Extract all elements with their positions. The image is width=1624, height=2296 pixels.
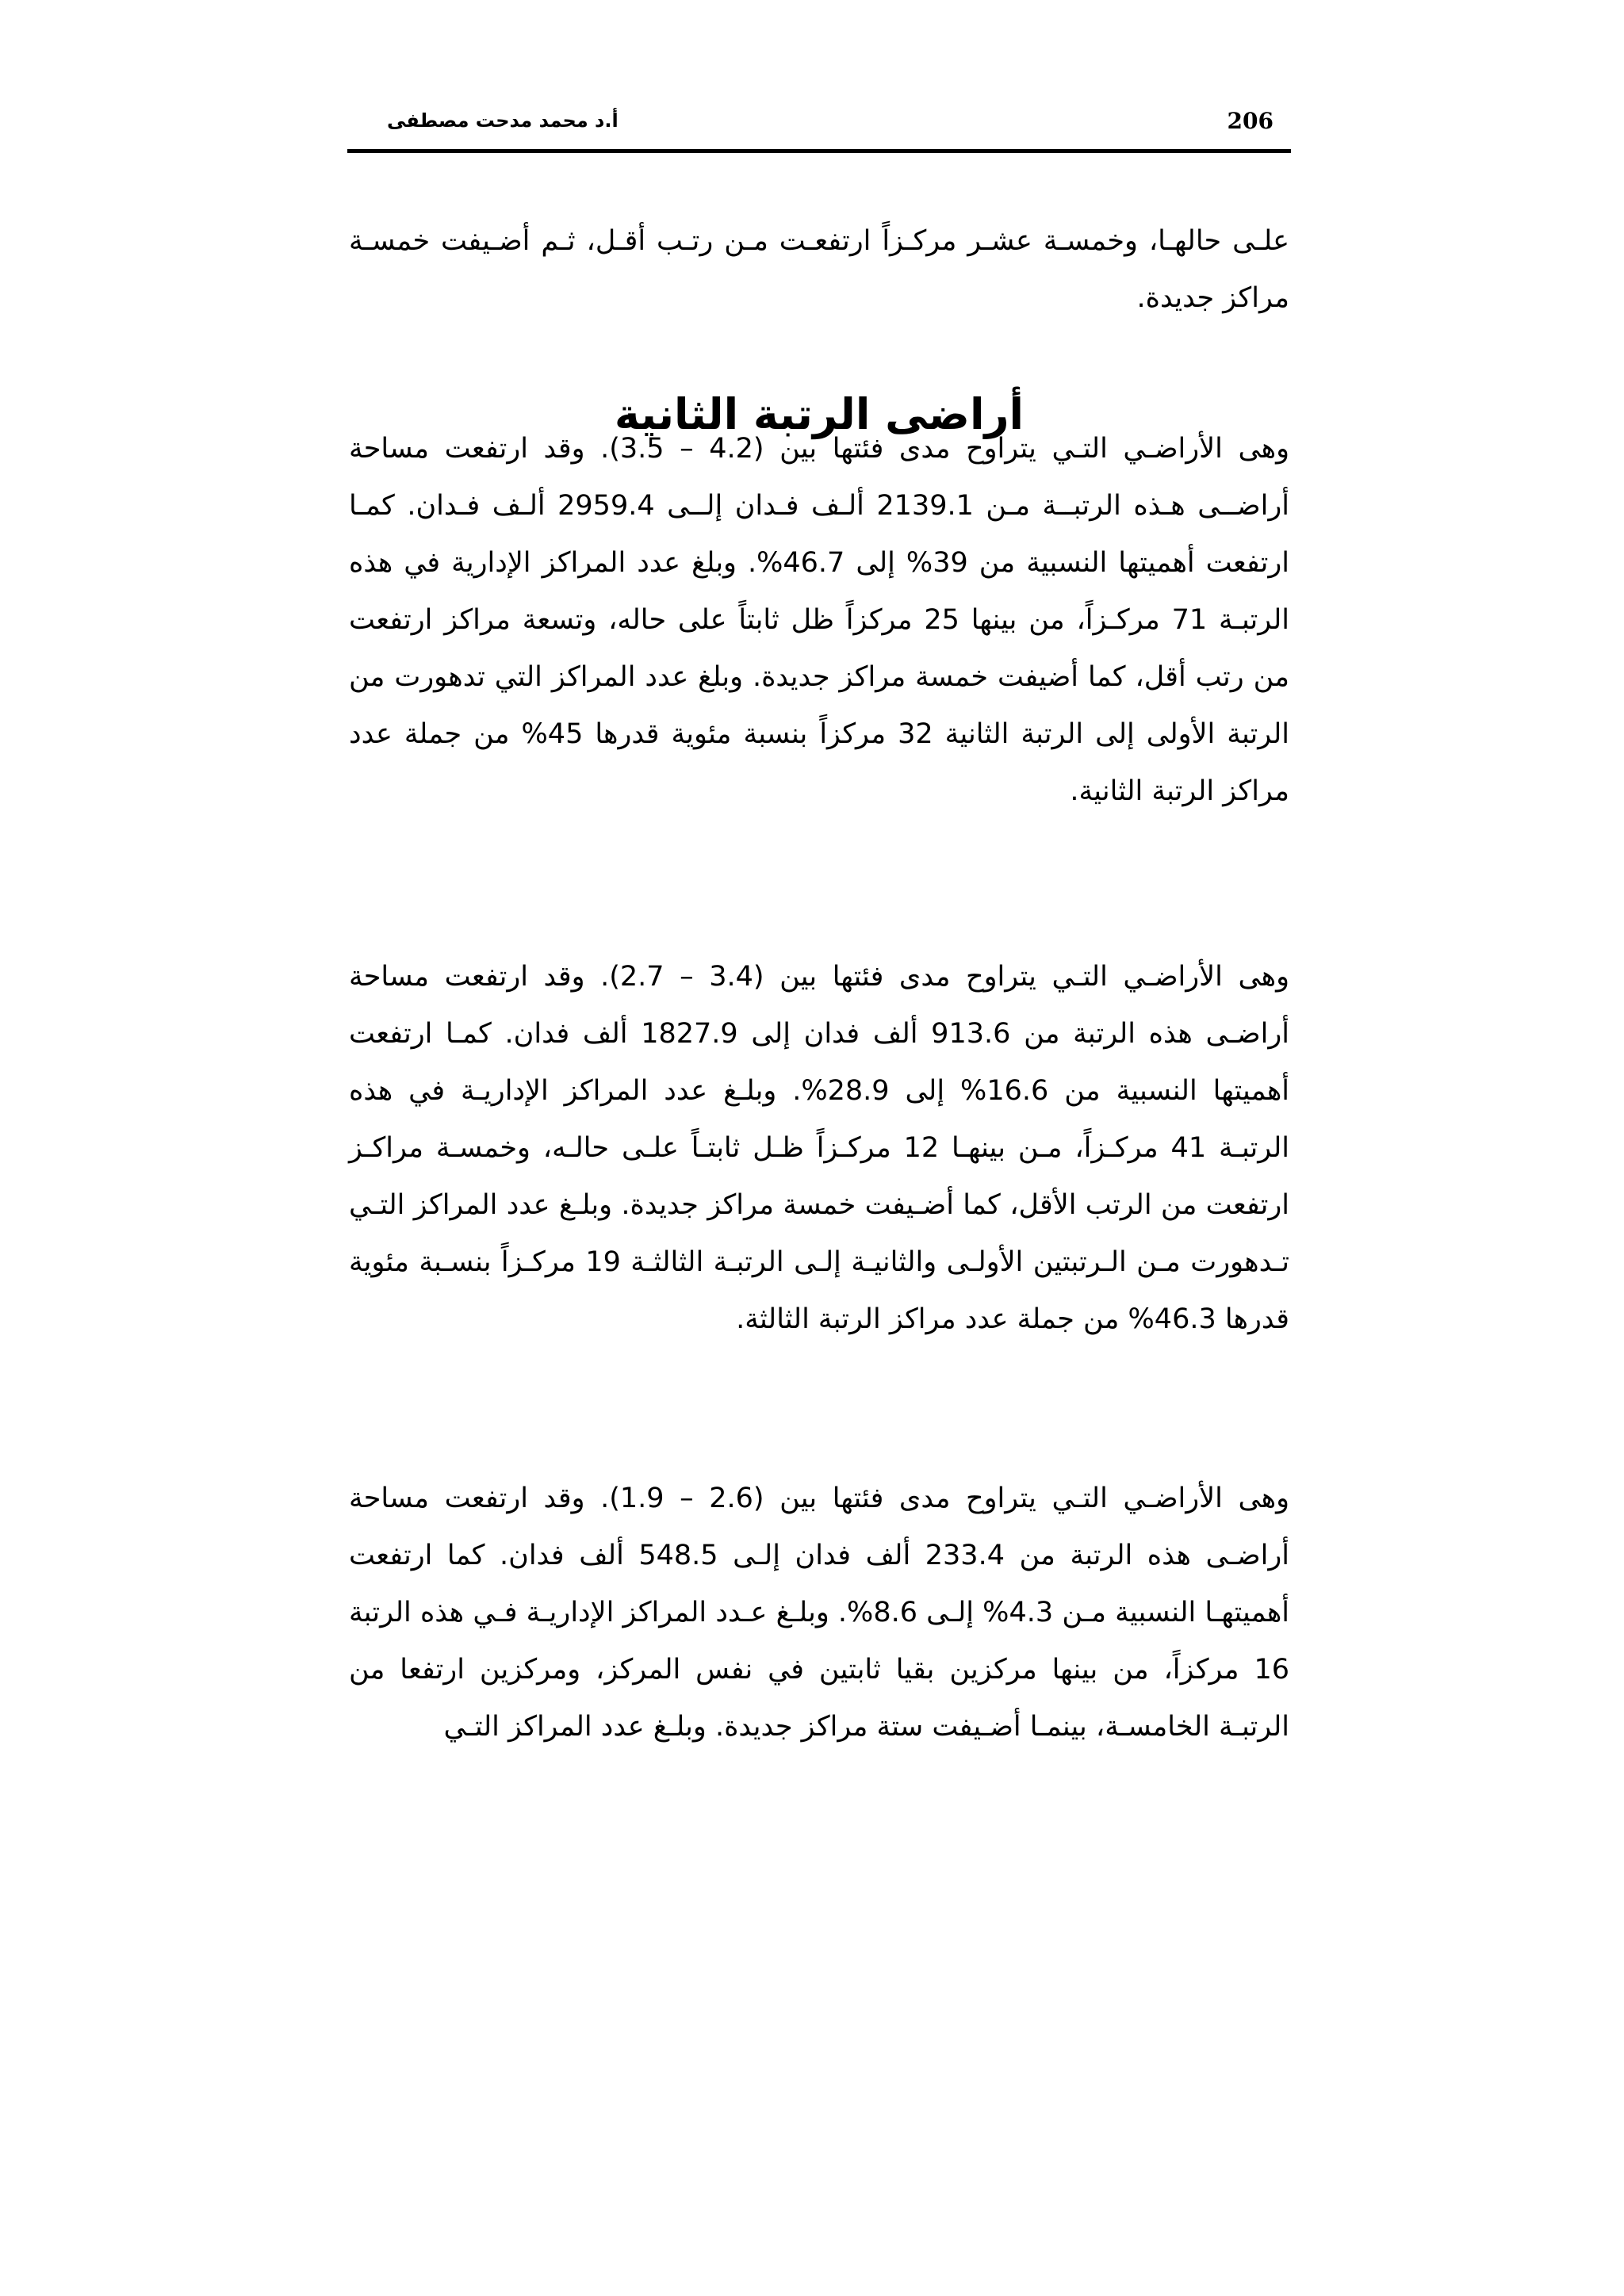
paragraph-3: وهى الأراضـي التـي يتراوح مدى فئتها بين (2.6 – 1.9). وقد ارتفعت مساحة أراضـى هذه الرتبة من 233.4 ألف فدان إلـى 548.5 ألف فدان. كما ارتفعت أهميتهـا النسبية مـن 4.3% إلـى 8.6%. وبلـغ عـدد المراكز الإداريـة فـي هذه الرتبة 16 مركزاً، من بينها مركزين بقيا ثابتين في نفس المركز، ومركزين ارتفعا من الرتبـة الخامسـة، بينمـا أضـيفت ستة مراكز جديدة. وبلـغ عدد المراكز التـي bbox=[349, 1483, 1289, 1743]
page-number: 206 bbox=[1227, 108, 1274, 134]
section-heading: أراضى الرتبة الثانية bbox=[614, 388, 1025, 439]
paragraph-2: وهى الأراضـي التـي يتراوح مدى فئتها بين (3.4 – 2.7). وقد ارتفعت مساحة أراضـى هذه الرتبة من 913.6 ألف فدان إلى 1827.9 ألف فدان. كمـا ارتفعت أهميتها النسبية من 16.6% إلى 28.9%. وبلـغ عدد المراكز الإداريـة في هذه الرتبـة 41 مركـزاً، مـن بينهـا 12 مركـزاً ظـل ثابتـاً علـى حالـه، وخمسـة مراكـز ارتفعت من الرتب الأقل، كما أضـيفت خمسة مراكز جديدة. وبلـغ عدد المراكز التـي تـدهورت مـن الـرتبتين الأولـى والثانيـة إلـى الرتبـة الثالثـة 19 مركـزاً بنسـبة مئوية قدرها 46.3% من جملة عدد مراكز الرتبة الثالثة. bbox=[349, 961, 1289, 1335]
paragraph-1: وهى الأراضـي التـي يتراوح مدى فئتها بين (4.2 – 3.5). وقد ارتفعت مساحة أراضــى هـذه الرتبــة مـن 2139.1 ألـف فـدان إلــى 2959.4 ألـف فـدان. كمـا ارتفعت أهميتها النسبية من 39% إلى 46.7%. وبلغ عدد المراكز الإدارية في هذه الرتبـة 71 مركـزاً، من بينها 25 مركزاً ظل ثابتاً على حاله، وتسعة مراكز ارتفعت من رتب أقل، كما أضيفت خمسة مراكز جديدة. وبلغ عدد المراكز التي تدهورت من الرتبة الأولى إلى الرتبة الثانية 32 مركزاً بنسبة مئوية قدرها 45% من جملة عدد مراكز الرتبة الثانية. bbox=[349, 433, 1289, 807]
intro-paragraph: علـى حالهـا، وخمسـة عشـر مركـزاً ارتفعـت مـن رتـب أقـل، ثـم أضـيفت خمسـة مراكز جديدة. bbox=[349, 225, 1289, 314]
page-header bbox=[347, 101, 1291, 153]
running-head-author: أ.د محمد مدحت مصطفى bbox=[387, 109, 619, 132]
